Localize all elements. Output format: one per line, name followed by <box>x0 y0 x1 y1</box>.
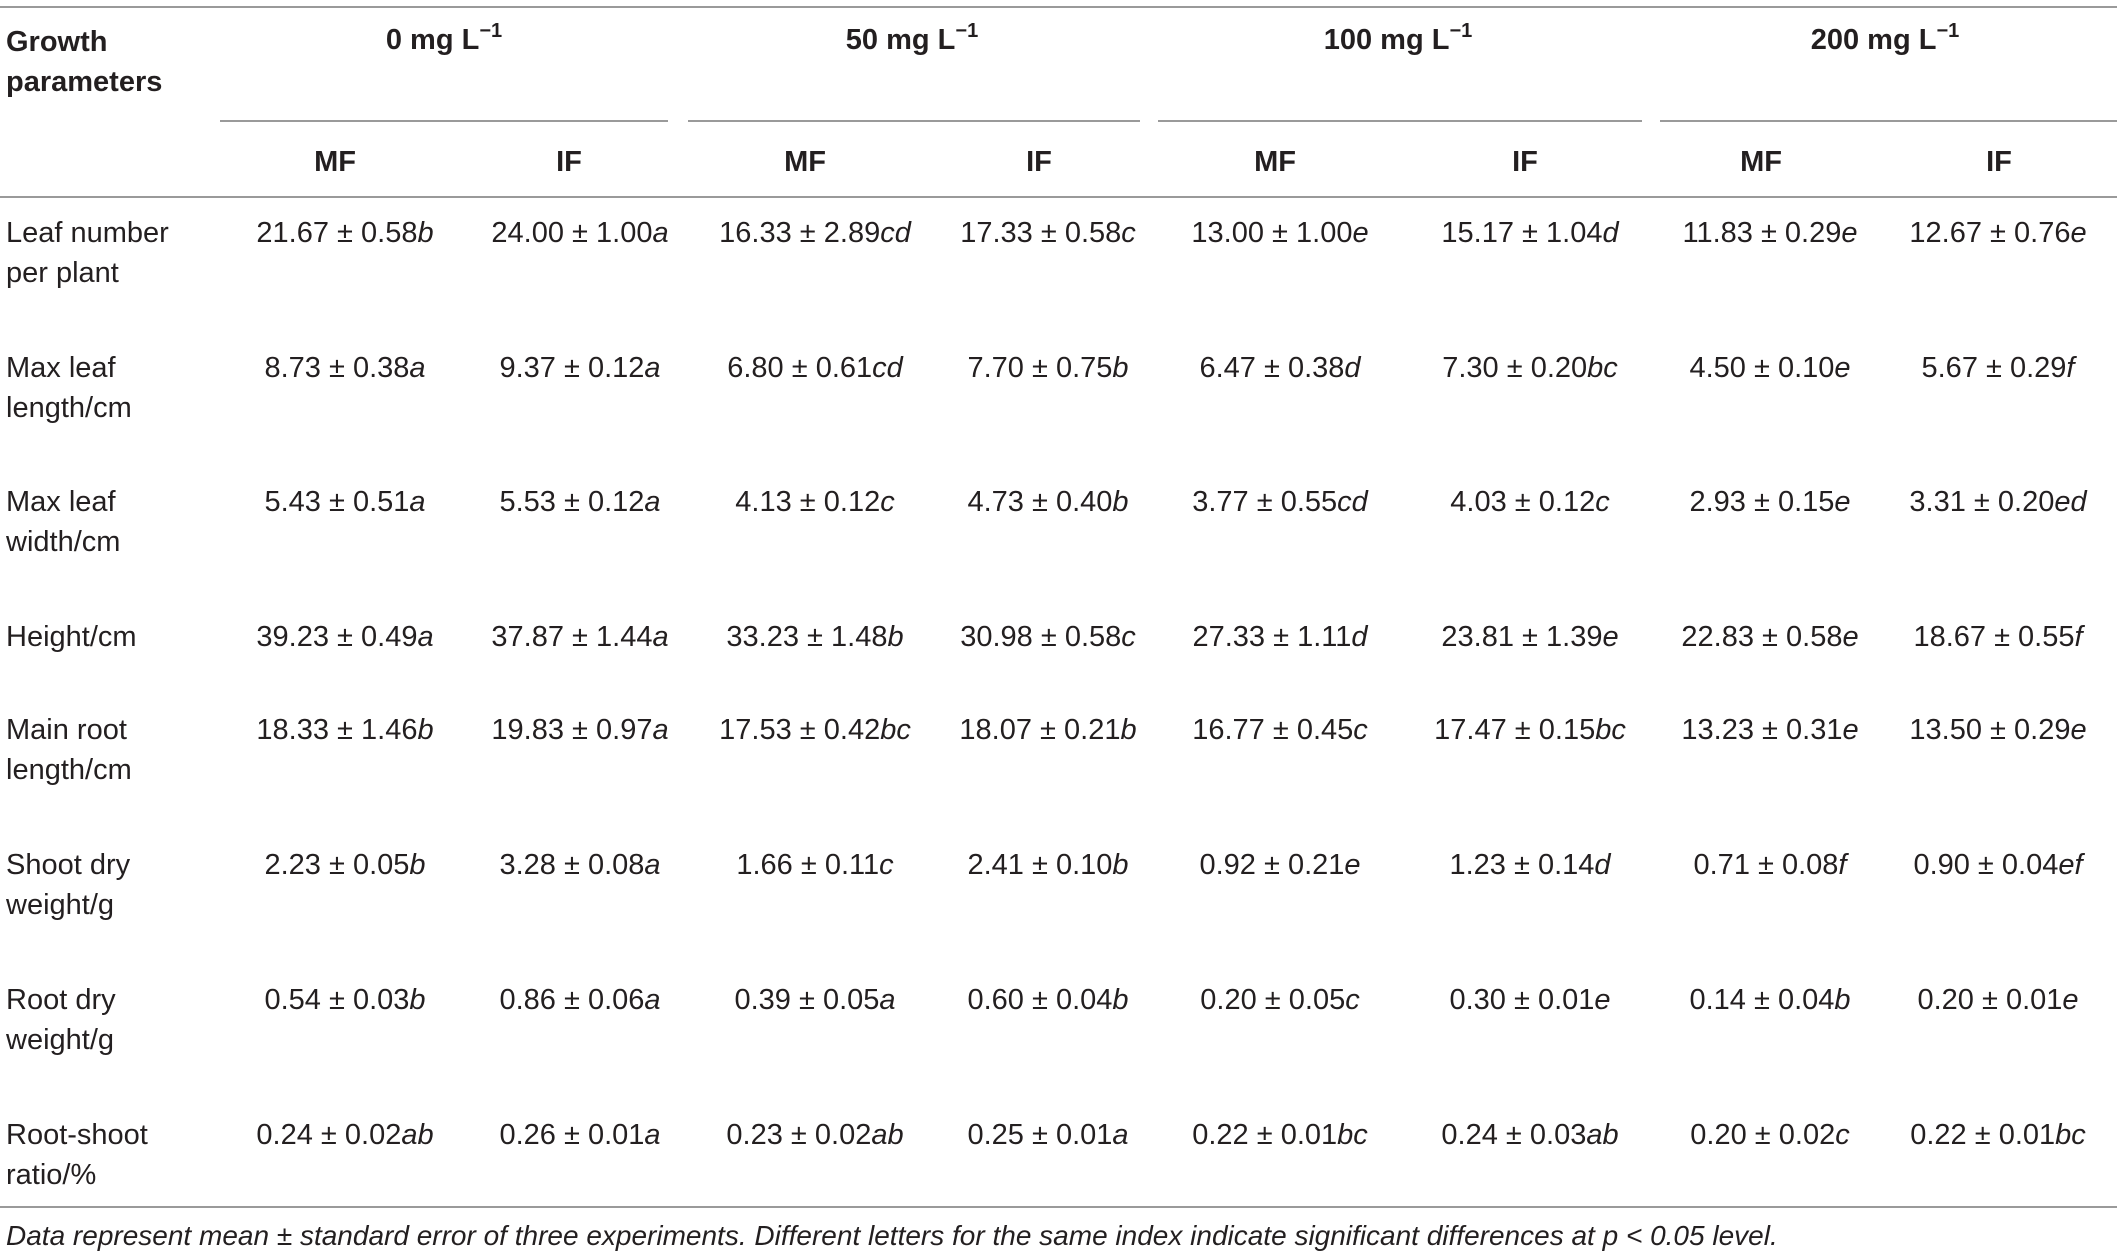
group-rule-100 <box>1158 120 1642 122</box>
significance-letter: a <box>644 486 661 518</box>
cell-value: 27.33 ± 1.11 <box>1192 621 1352 653</box>
subheader-mf-0: MF <box>314 146 356 178</box>
row-label <box>6 710 132 790</box>
cell-value: 11.83 ± 0.29 <box>1682 217 1842 249</box>
table-footnote: Data represent mean ± standard error of three experiments. Different letters for the same index indicate significant differences at p < 0.05 level. <box>6 1220 1778 1251</box>
cell-value: 6.80 ± 0.61 <box>727 352 873 384</box>
subheader-if-50: IF <box>1026 146 1052 178</box>
cell-value: 37.87 ± 1.44 <box>491 621 653 653</box>
table-cell <box>460 617 700 657</box>
significance-letter: f <box>1838 849 1847 881</box>
cell-value: 0.25 ± 0.01 <box>967 1119 1113 1151</box>
cell-value: 2.23 ± 0.05 <box>264 849 410 881</box>
subheader-mf-50: MF <box>784 146 826 178</box>
significance-letter: a <box>652 621 669 653</box>
cell-value: 5.67 ± 0.29 <box>1921 352 2067 384</box>
table-cell <box>928 617 1168 657</box>
table-cell <box>695 845 935 885</box>
significance-letter: c <box>1353 714 1368 746</box>
group-rule-0 <box>220 120 668 122</box>
subheader-mf-200: MF <box>1740 146 1782 178</box>
row-label-line2: ratio/% <box>6 1159 97 1191</box>
table-cell <box>695 710 935 750</box>
table-cell <box>928 710 1168 750</box>
significance-letter: e <box>1352 217 1369 249</box>
significance-letter: cd <box>872 352 903 384</box>
table-cell <box>1410 213 1650 253</box>
cell-value: 0.24 ± 0.02 <box>256 1119 402 1151</box>
cell-value: 0.39 ± 0.05 <box>734 984 880 1016</box>
cell-value: 16.33 ± 2.89 <box>719 217 881 249</box>
header-conc-100: 100 mg $L^{-1}$ <box>1323 20 1473 56</box>
significance-letter: a <box>409 352 426 384</box>
cell-value: 0.26 ± 0.01 <box>499 1119 645 1151</box>
significance-letter: b <box>1120 714 1137 746</box>
significance-letter: d <box>1351 621 1368 653</box>
group-rule-50 <box>688 120 1140 122</box>
cell-value: 7.70 ± 0.75 <box>967 352 1113 384</box>
cell-value: 19.83 ± 0.97 <box>491 714 653 746</box>
row-label <box>6 213 169 293</box>
table-cell <box>928 980 1168 1020</box>
significance-letter: b <box>1112 849 1129 881</box>
table-cell <box>1650 213 1890 253</box>
significance-letter: e <box>2070 714 2087 746</box>
row-label-line1: Leaf number <box>6 217 169 249</box>
significance-letter: e <box>1842 621 1859 653</box>
cell-value: 8.73 ± 0.38 <box>264 352 410 384</box>
subheader-mf-100: MF <box>1254 146 1296 178</box>
significance-letter: c <box>879 849 894 881</box>
table-cell <box>928 213 1168 253</box>
significance-letter: c <box>1835 1119 1850 1151</box>
row-label-line1: Root dry <box>6 984 116 1016</box>
table-cell <box>225 482 465 522</box>
significance-letter: a <box>652 714 669 746</box>
cell-value: 0.30 ± 0.01 <box>1449 984 1595 1016</box>
cell-value: 4.13 ± 0.12 <box>735 486 881 518</box>
significance-letter: ab <box>401 1119 434 1151</box>
cell-value: 17.53 ± 0.42 <box>719 714 881 746</box>
cell-value: 1.66 ± 0.11 <box>736 849 880 881</box>
significance-letter: a <box>644 352 661 384</box>
table-cell <box>1160 710 1400 750</box>
header-growth-parameters <box>6 22 162 102</box>
significance-letter: e <box>1834 352 1851 384</box>
table-cell <box>1650 348 1890 388</box>
table-cell <box>695 213 935 253</box>
table-cell <box>225 348 465 388</box>
cell-value: 0.60 ± 0.04 <box>967 984 1113 1016</box>
cell-value: 7.30 ± 0.20 <box>1442 352 1588 384</box>
cell-value: 4.73 ± 0.40 <box>967 486 1113 518</box>
header-conc-0: 0 mg $L^{-1}$ <box>385 20 503 56</box>
cell-value: 18.33 ± 1.46 <box>256 714 418 746</box>
table-cell <box>1650 845 1890 885</box>
significance-letter: d <box>1344 352 1361 384</box>
table-cell <box>1650 617 1890 657</box>
significance-letter: e <box>1834 486 1851 518</box>
table-cell <box>1650 1115 1890 1155</box>
cell-value: 4.03 ± 0.12 <box>1450 486 1596 518</box>
significance-letter: e <box>1841 217 1858 249</box>
significance-letter: d <box>1594 849 1611 881</box>
header-conc-200: 200 mg $L^{-1}$ <box>1810 20 1960 56</box>
significance-letter: b <box>409 849 426 881</box>
cell-value: 3.77 ± 0.55 <box>1192 486 1338 518</box>
table-cell <box>1160 1115 1400 1155</box>
cell-value: 17.33 ± 0.58 <box>960 217 1122 249</box>
table-cell <box>695 348 935 388</box>
table-cell <box>1878 482 2117 522</box>
cell-value: 13.00 ± 1.00 <box>1191 217 1353 249</box>
cell-value: 13.23 ± 0.31 <box>1681 714 1843 746</box>
table-cell <box>460 845 700 885</box>
significance-letter: bc <box>1595 714 1626 746</box>
significance-letter: f <box>2074 621 2083 653</box>
cell-value: 39.23 ± 0.49 <box>256 621 418 653</box>
row-label-line2: weight/g <box>6 889 115 921</box>
table-cell <box>928 348 1168 388</box>
table-cell <box>1650 482 1890 522</box>
cell-value: 16.77 ± 0.45 <box>1192 714 1354 746</box>
table-cell <box>928 482 1168 522</box>
table-cell <box>1160 980 1400 1020</box>
table-cell <box>1410 980 1650 1020</box>
significance-letter: a <box>879 984 896 1016</box>
table-cell <box>225 1115 465 1155</box>
significance-letter: ab <box>871 1119 904 1151</box>
cell-value: 0.14 ± 0.04 <box>1689 984 1835 1016</box>
cell-value: 13.50 ± 0.29 <box>1909 714 2071 746</box>
row-label-line1: Height/cm <box>6 621 137 653</box>
significance-letter: b <box>1112 352 1129 384</box>
significance-letter: e <box>1602 621 1619 653</box>
significance-letter: e <box>1594 984 1611 1016</box>
cell-value: 0.86 ± 0.06 <box>499 984 645 1016</box>
table-cell <box>1410 348 1650 388</box>
table-cell <box>1160 845 1400 885</box>
cell-value: 2.93 ± 0.15 <box>1689 486 1835 518</box>
table-bottom-rule <box>0 1206 2117 1208</box>
significance-letter: cd <box>880 217 911 249</box>
cell-value: 0.90 ± 0.04 <box>1913 849 2059 881</box>
significance-letter: b <box>417 217 434 249</box>
table-cell <box>1160 213 1400 253</box>
table-cell <box>460 482 700 522</box>
table-cell <box>225 617 465 657</box>
cell-value: 33.23 ± 1.48 <box>726 621 888 653</box>
cell-value: 23.81 ± 1.39 <box>1441 621 1603 653</box>
table-cell <box>1878 710 2117 750</box>
significance-letter: bc <box>1587 352 1618 384</box>
significance-letter: c <box>1595 486 1610 518</box>
significance-letter: b <box>887 621 904 653</box>
header-conc-50: 50 mg $L^{-1}$ <box>845 20 979 56</box>
row-label-line2: length/cm <box>6 754 132 786</box>
cell-value: 0.23 ± 0.02 <box>726 1119 872 1151</box>
row-label-line1: Root-shoot <box>6 1119 148 1151</box>
group-rule-200 <box>1660 120 2117 122</box>
row-label <box>6 482 120 562</box>
row-label <box>6 1115 148 1195</box>
cell-value: 4.50 ± 0.10 <box>1689 352 1835 384</box>
table-cell <box>928 845 1168 885</box>
table-top-rule <box>0 6 2117 8</box>
cell-value: 0.71 ± 0.08 <box>1693 849 1839 881</box>
table-cell <box>1160 348 1400 388</box>
table-cell <box>695 980 935 1020</box>
header-param-line1: Growth <box>6 26 108 58</box>
header-bottom-rule <box>0 196 2117 198</box>
cell-value: 18.07 ± 0.21 <box>959 714 1121 746</box>
row-label-line2: width/cm <box>6 526 121 558</box>
table-cell <box>1410 845 1650 885</box>
cell-value: 0.54 ± 0.03 <box>264 984 410 1016</box>
cell-value: 0.92 ± 0.21 <box>1199 849 1345 881</box>
significance-letter: a <box>409 486 426 518</box>
table-cell <box>695 482 935 522</box>
significance-letter: c <box>880 486 895 518</box>
table-cell <box>1878 1115 2117 1155</box>
subheader-if-0: IF <box>556 146 582 178</box>
significance-letter: ab <box>1586 1119 1619 1151</box>
table-cell <box>1650 710 1890 750</box>
subheader-if-100: IF <box>1512 146 1538 178</box>
significance-letter: b <box>1112 486 1129 518</box>
cell-value: 17.47 ± 0.15 <box>1434 714 1596 746</box>
row-label-line2: per plant <box>6 257 119 289</box>
table-cell <box>460 710 700 750</box>
cell-value: 30.98 ± 0.58 <box>960 621 1122 653</box>
significance-letter: a <box>1112 1119 1129 1151</box>
significance-letter: e <box>2062 984 2079 1016</box>
cell-value: 24.00 ± 1.00 <box>491 217 653 249</box>
significance-letter: c <box>1121 217 1136 249</box>
cell-value: 0.22 ± 0.01 <box>1910 1119 2056 1151</box>
significance-letter: c <box>1121 621 1136 653</box>
table-cell <box>695 1115 935 1155</box>
cell-value: 6.47 ± 0.38 <box>1199 352 1345 384</box>
cell-value: 5.53 ± 0.12 <box>499 486 645 518</box>
table-cell <box>1410 482 1650 522</box>
header-param-line2: parameters <box>6 66 163 98</box>
row-label-line1: Main root <box>6 714 127 746</box>
table-cell <box>1878 980 2117 1020</box>
significance-letter: b <box>417 714 434 746</box>
row-label-line1: Shoot dry <box>6 849 131 881</box>
significance-letter: ef <box>2058 849 2083 881</box>
cell-value: 9.37 ± 0.12 <box>499 352 645 384</box>
table-cell <box>1650 980 1890 1020</box>
cell-value: 3.31 ± 0.20 <box>1909 486 2055 518</box>
significance-letter: e <box>1842 714 1859 746</box>
table-cell <box>460 980 700 1020</box>
significance-letter: a <box>644 849 661 881</box>
cell-value: 15.17 ± 1.04 <box>1441 217 1603 249</box>
cell-value: 0.20 ± 0.05 <box>1200 984 1346 1016</box>
significance-letter: c <box>1345 984 1360 1016</box>
table-cell <box>928 1115 1168 1155</box>
table-cell <box>225 213 465 253</box>
row-label <box>6 348 132 428</box>
row-label-line1: Max leaf <box>6 486 116 518</box>
significance-letter: cd <box>1337 486 1368 518</box>
significance-letter: e <box>1344 849 1361 881</box>
cell-value: 0.24 ± 0.03 <box>1441 1119 1587 1151</box>
significance-letter: a <box>652 217 669 249</box>
row-label-line2: length/cm <box>6 392 132 424</box>
table-cell <box>460 213 700 253</box>
subheader-if-200: IF <box>1986 146 2012 178</box>
row-label <box>6 980 116 1060</box>
table-cell <box>225 980 465 1020</box>
table-cell <box>225 845 465 885</box>
table-cell <box>1410 617 1650 657</box>
cell-value: 18.67 ± 0.55 <box>1913 621 2075 653</box>
table-cell <box>225 710 465 750</box>
cell-value: 1.23 ± 0.14 <box>1449 849 1595 881</box>
table-cell <box>1410 710 1650 750</box>
significance-letter: bc <box>1337 1119 1368 1151</box>
table-cell <box>1410 1115 1650 1155</box>
cell-value: 0.20 ± 0.01 <box>1917 984 2063 1016</box>
table-cell <box>695 617 935 657</box>
cell-value: 12.67 ± 0.76 <box>1909 217 2071 249</box>
table-cell <box>460 348 700 388</box>
significance-letter: a <box>644 1119 661 1151</box>
table-cell <box>1160 617 1400 657</box>
significance-letter: bc <box>2055 1119 2086 1151</box>
table-cell <box>1878 617 2117 657</box>
cell-value: 0.20 ± 0.02 <box>1690 1119 1836 1151</box>
row-label <box>6 617 137 657</box>
significance-letter: bc <box>880 714 911 746</box>
significance-letter: ed <box>2054 486 2087 518</box>
significance-letter: b <box>1112 984 1129 1016</box>
significance-letter: b <box>1834 984 1851 1016</box>
cell-value: 22.83 ± 0.58 <box>1681 621 1843 653</box>
cell-value: 21.67 ± 0.58 <box>256 217 418 249</box>
cell-value: 5.43 ± 0.51 <box>264 486 410 518</box>
cell-value: 2.41 ± 0.10 <box>967 849 1113 881</box>
table-cell <box>460 1115 700 1155</box>
table-cell <box>1878 213 2117 253</box>
cell-value: 0.22 ± 0.01 <box>1192 1119 1338 1151</box>
significance-letter: b <box>409 984 426 1016</box>
significance-letter: f <box>2066 352 2075 384</box>
significance-letter: e <box>2070 217 2087 249</box>
table-cell <box>1160 482 1400 522</box>
table-cell <box>1878 845 2117 885</box>
row-label-line2: weight/g <box>6 1024 115 1056</box>
row-label <box>6 845 130 925</box>
significance-letter: d <box>1602 217 1619 249</box>
significance-letter: a <box>417 621 434 653</box>
cell-value: 3.28 ± 0.08 <box>499 849 645 881</box>
row-label-line1: Max leaf <box>6 352 116 384</box>
table-cell <box>1878 348 2117 388</box>
significance-letter: a <box>644 984 661 1016</box>
